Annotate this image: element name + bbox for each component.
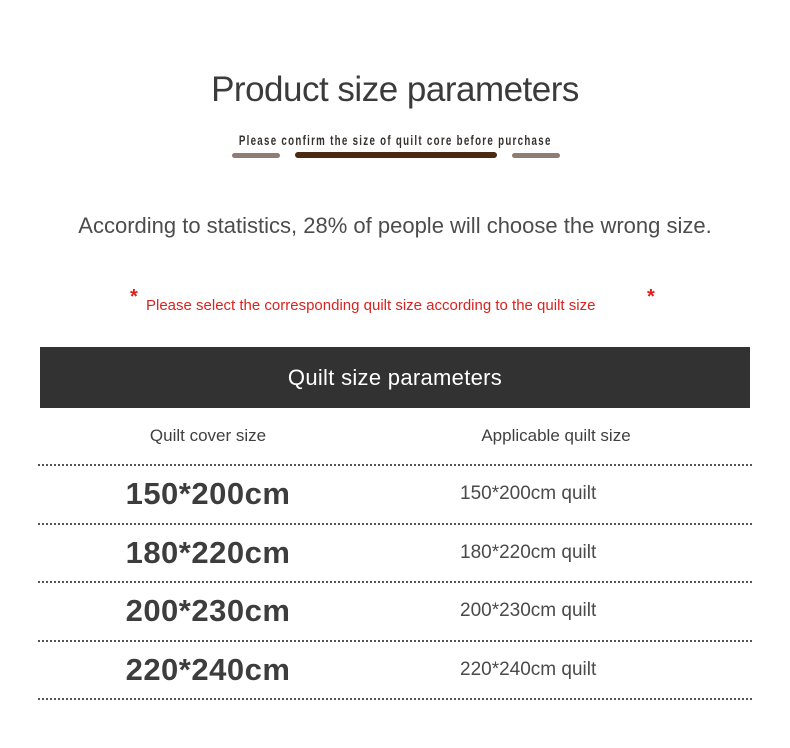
- statistic-text: According to statistics, 28% of people will choose the wrong size.: [78, 213, 712, 238]
- cover-size-cell: 180*220cm: [125, 534, 291, 570]
- accent-bar-left: [232, 153, 280, 158]
- cover-size-cell: 200*230cm: [125, 593, 291, 629]
- subtitle-wrap: [0, 132, 790, 150]
- section-banner: [40, 347, 750, 408]
- table-row: [38, 642, 752, 701]
- accent-bar-right: [512, 153, 560, 158]
- table-row: [38, 583, 752, 642]
- accent-bar-center: [295, 152, 497, 158]
- quilt-size-cell: 200*230cm quilt: [460, 600, 597, 622]
- size-table: [38, 408, 752, 700]
- quilt-size-cell: 150*200cm quilt: [460, 483, 597, 505]
- asterisk-icon: *: [647, 286, 655, 308]
- cover-size-cell: 220*240cm: [125, 651, 291, 687]
- subtitle: Please confirm the size of quilt core before purchase: [238, 133, 552, 148]
- table-row: [38, 466, 752, 525]
- column-header-cover-size: Quilt cover size: [149, 426, 267, 445]
- column-header-applicable-quilt: Applicable quilt size: [481, 426, 631, 445]
- cover-size-cell: 150*200cm: [125, 476, 291, 512]
- page-title: Product size parameters: [211, 70, 579, 109]
- note-text: Please select the corresponding quilt size according to the quilt size: [146, 297, 596, 314]
- table-header-row: [38, 408, 752, 466]
- quilt-size-cell: 220*240cm quilt: [460, 658, 597, 680]
- asterisk-icon: *: [130, 286, 138, 308]
- quilt-size-cell: 180*220cm quilt: [460, 541, 597, 563]
- banner-title: Quilt size parameters: [287, 364, 503, 390]
- table-row: [38, 525, 752, 584]
